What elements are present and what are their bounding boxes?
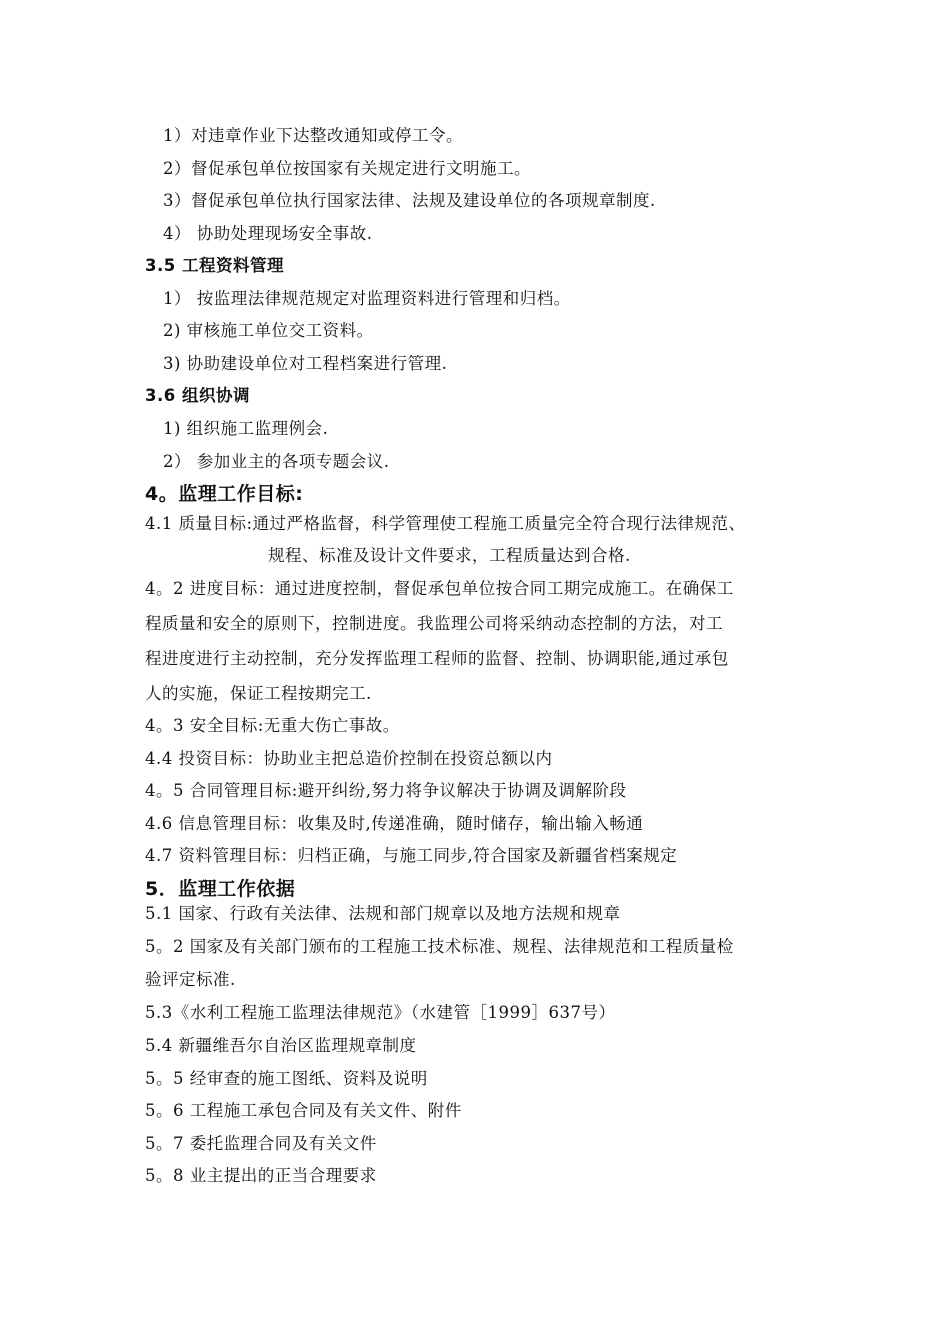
paragraph-line: 5。6 工程施工承包合同及有关文件、附件 (145, 1101, 462, 1120)
paragraph-line: 5.1 国家、行政有关法律、法规和部门规章以及地方法规和规章 (145, 904, 621, 923)
paragraph-line: 人的实施，保证工程按期完工. (145, 684, 372, 703)
paragraph-line: 4。2 进度目标：通过进度控制，督促承包单位按合同工期完成施工。在确保工 (145, 579, 734, 598)
section-heading-5: 5．监理工作依据 (145, 878, 296, 900)
list-item: 1) 组织施工监理例会. (163, 419, 329, 438)
list-item: 2) 审核施工单位交工资料。 (163, 321, 374, 340)
section-heading-4: 4。监理工作目标: (145, 483, 304, 505)
section-heading-3-6: 3.6 组织协调 (145, 386, 250, 405)
list-item: 4） 协助处理现场安全事故. (163, 224, 373, 243)
list-item: 2）督促承包单位按国家有关规定进行文明施工。 (163, 159, 531, 178)
paragraph-line: 5.4 新疆维吾尔自治区监理规章制度 (145, 1036, 417, 1055)
paragraph-line: 5.3《水利工程施工监理法律规范》（水建管［1999］637号） (145, 1003, 616, 1022)
paragraph-line: 程进度进行主动控制，充分发挥监理工程师的监督、控制、协调职能,通过承包 (145, 649, 729, 668)
paragraph-line: 规程、标准及设计文件要求，工程质量达到合格. (268, 546, 631, 565)
list-item: 1）对违章作业下达整改通知或停工令。 (163, 126, 463, 145)
paragraph-line: 4.1 质量目标:通过严格监督，科学管理使工程施工质量完全符合现行法律规范、 (145, 514, 746, 533)
section-heading-3-5: 3.5 工程资料管理 (145, 256, 284, 275)
list-item: 3) 协助建设单位对工程档案进行管理. (163, 354, 448, 373)
paragraph-line: 4.6 信息管理目标：收集及时,传递准确，随时储存，输出输入畅通 (145, 814, 644, 833)
list-item: 2） 参加业主的各项专题会议. (163, 452, 390, 471)
list-item: 1） 按监理法律规范规定对监理资料进行管理和归档。 (163, 289, 571, 308)
paragraph-line: 4.7 资料管理目标：归档正确，与施工同步,符合国家及新疆省档案规定 (145, 846, 678, 865)
paragraph-line: 4。3 安全目标:无重大伤亡事故。 (145, 716, 400, 735)
paragraph-line: 5。8 业主提出的正当合理要求 (145, 1166, 377, 1185)
paragraph-line: 5。7 委托监理合同及有关文件 (145, 1134, 377, 1153)
paragraph-line: 4.4 投资目标：协助业主把总造价控制在投资总额以内 (145, 749, 553, 768)
paragraph-line: 4。5 合同管理目标:避开纠纷,努力将争议解决于协调及调解阶段 (145, 781, 627, 800)
paragraph-line: 5。2 国家及有关部门颁布的工程施工技术标准、规程、法律规范和工程质量检 (145, 937, 734, 956)
paragraph-line: 验评定标准. (145, 970, 236, 989)
list-item: 3）督促承包单位执行国家法律、法规及建设单位的各项规章制度. (163, 191, 656, 210)
paragraph-line: 5。5 经审查的施工图纸、资料及说明 (145, 1069, 428, 1088)
paragraph-line: 程质量和安全的原则下，控制进度。我监理公司将采纳动态控制的方法，对工 (145, 614, 723, 633)
